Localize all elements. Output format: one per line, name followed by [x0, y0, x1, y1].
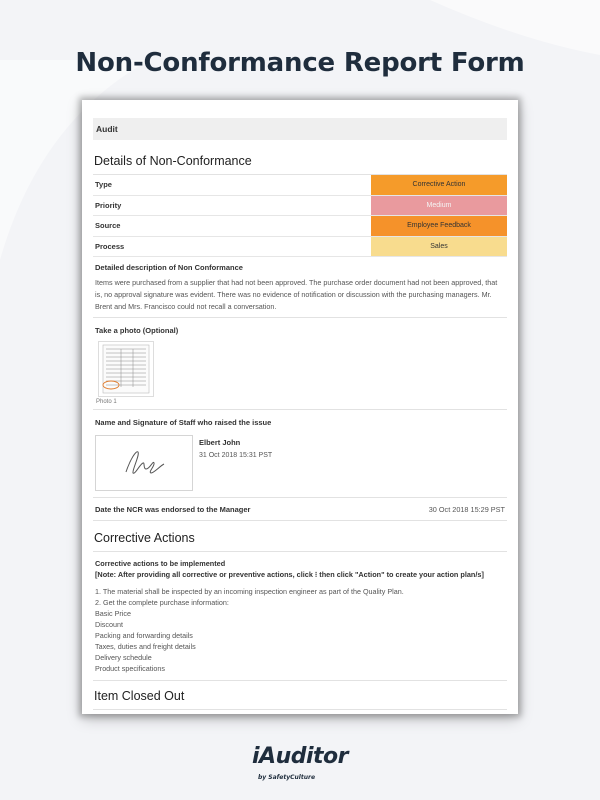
- list-item: 1. The material shall be inspected by an incoming inspection engineer as part of the Quality Plan.: [95, 587, 404, 596]
- signature-block: [93, 435, 507, 491]
- corrective-note: [Note: After providing all corrective or preventive actions, click ⁝ then click "Action" to create your action plan/s]: [95, 570, 484, 579]
- list-item: Taxes, duties and freight details: [95, 642, 196, 651]
- audit-header: Audit: [93, 118, 507, 140]
- brand-tagline: by SafetyCulture: [258, 774, 316, 781]
- field-value-badge: Employee Feedback: [371, 216, 507, 236]
- field-label: Priority: [95, 200, 122, 210]
- field-label: Type: [95, 180, 112, 189]
- signature-name: Elbert John: [199, 438, 241, 447]
- description-text: Items were purchased from a supplier that had not been approved. The purchase order document had not been approved, that is, no approval signature was evident. There was no evidence of notification or discussion with the purchasing managers. Mr. Brent and Mrs. Francisco could not recall a conversation.: [93, 277, 507, 318]
- signature-details: [199, 435, 272, 491]
- field-row-type: [93, 175, 507, 196]
- divider: [93, 497, 507, 498]
- corrective-subtitle: Corrective actions to be implemented: [95, 559, 226, 568]
- signature-label: Name and Signature of Staff who raised the issue: [95, 418, 272, 427]
- list-item: Discount: [95, 620, 123, 629]
- list-item: 2. Get the complete purchase information:: [95, 598, 229, 607]
- corrective-list: [93, 586, 507, 681]
- iauditor-logo: [0, 744, 600, 781]
- field-value-badge: Medium: [371, 196, 507, 216]
- photo-thumbnail[interactable]: [98, 341, 154, 397]
- document-thumbnail-icon: [99, 342, 153, 396]
- field-row-priority: [93, 196, 507, 217]
- signature-box[interactable]: [95, 435, 193, 491]
- list-item: Delivery schedule: [95, 653, 152, 662]
- photo-label: Take a photo (Optional): [95, 326, 179, 335]
- field-label: Source: [95, 221, 121, 230]
- description-label: Detailed description of Non Conformance: [95, 263, 243, 272]
- field-value-badge: Sales: [371, 237, 507, 257]
- brand-name: iAuditor: [252, 744, 348, 769]
- photo-caption: Photo 1: [96, 399, 117, 405]
- signature-date: 31 Oct 2018 15:31 PST: [199, 452, 273, 459]
- endorsed-value: 30 Oct 2018 15:29 PST: [428, 505, 505, 514]
- endorsed-date-row: [93, 505, 507, 521]
- list-item: Product specifications: [95, 664, 165, 673]
- list-item: Packing and forwarding details: [95, 631, 193, 640]
- closed-section-title: Item Closed Out: [93, 689, 507, 710]
- divider: [93, 409, 507, 410]
- page-title: Non-Conformance Report Form: [75, 48, 525, 78]
- endorsed-label: Date the NCR was endorsed to the Manager: [95, 505, 251, 514]
- corrective-section-title: Corrective Actions: [93, 531, 507, 552]
- field-row-source: [93, 216, 507, 237]
- field-row-process: [93, 237, 507, 258]
- field-value-badge: Corrective Action: [371, 175, 507, 195]
- list-item: Basic Price: [95, 609, 131, 618]
- report-sheet: [82, 100, 518, 714]
- details-section-title: Details of Non-Conformance: [93, 154, 507, 175]
- handwritten-signature-icon: [96, 436, 192, 490]
- field-label: Process: [95, 241, 125, 251]
